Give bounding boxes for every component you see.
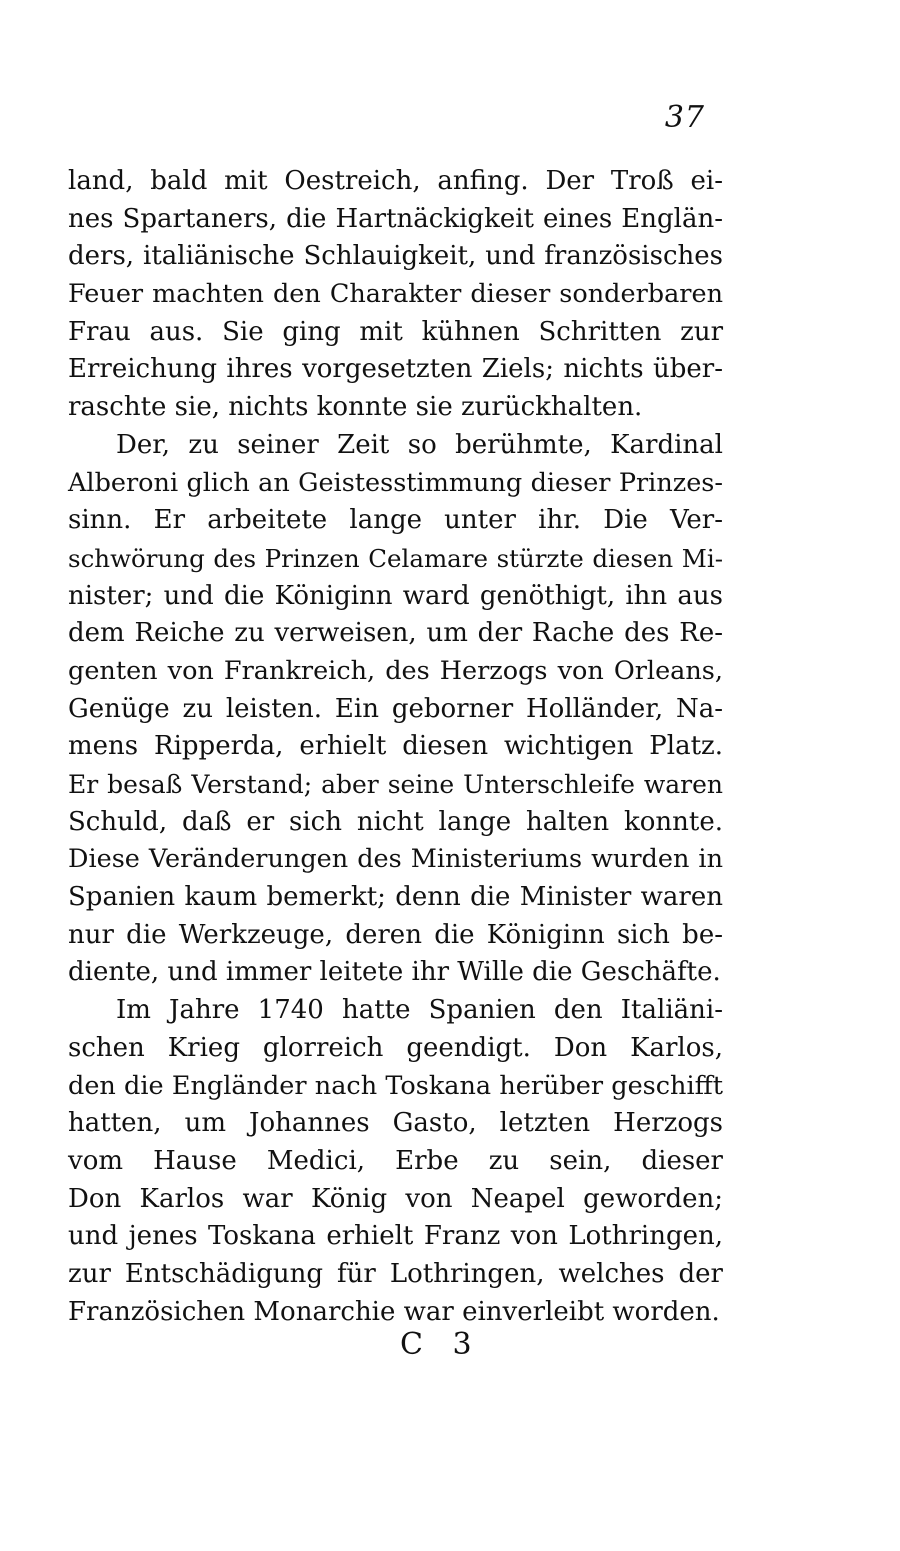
text-line: Alberoni glich an Geistesstimmung dieser Prinzes- [68, 467, 723, 498]
text-line: land, bald mit Oestreich, anfing. Der Troß ei- [68, 166, 723, 196]
text-line: diente, und immer leitete ihr Wille die Geschäfte. [68, 957, 721, 988]
text-line: Genüge zu leisten. Ein geborner Holländer, Na- [68, 693, 723, 724]
text-line: dem Reiche zu verweisen, um der Rache des Re- [68, 618, 723, 649]
paragraph [68, 992, 723, 1331]
text-line: Der, zu seiner Zeit so berühmte, Kardinal [116, 429, 723, 460]
signature-mark: C 3 [400, 1327, 482, 1362]
text-line: hatten, um Johannes Gasto, letzten Herzogs [68, 1108, 723, 1139]
text-line: Erreichung ihres vorgesetzten Ziels; nichts über- [68, 354, 723, 385]
text-line: sinn. Er arbeitete lange unter ihr. Die Ver- [68, 505, 723, 536]
text-line: mens Ripperda, erhielt diesen wichtigen Platz. [68, 731, 723, 762]
text-line: ders, italiänische Schlauigkeit, und französisches [68, 241, 723, 272]
text-line: Diese Veränderungen des Ministeriums wurden in [68, 844, 723, 875]
text-line: Französichen Monarchie war einverleibt worden. [68, 1296, 720, 1327]
paragraph [68, 427, 723, 992]
text-line: Feuer machten den Charakter dieser sonderbaren [68, 279, 723, 310]
text-line: und jenes Toskana erhielt Franz von Lothringen, [68, 1221, 723, 1252]
body-text [68, 163, 723, 1331]
paragraph [68, 163, 723, 427]
text-line: Don Karlos war König von Neapel geworden; [68, 1183, 723, 1214]
text-line: den die Engländer nach Toskana herüber geschifft [68, 1070, 723, 1101]
text-line: raschte sie, nichts konnte sie zurückhalten. [68, 392, 643, 423]
text-line: Frau aus. Sie ging mit kühnen Schritten zur [68, 316, 723, 347]
text-line: genten von Frankreich, des Herzogs von Orleans, [68, 655, 723, 686]
text-line: schwörung des Prinzen Celamare stürzte diesen Mi- [68, 543, 723, 573]
text-line: Er besaß Verstand; aber seine Unterschleife waren [68, 770, 723, 799]
text-line: Im Jahre 1740 hatte Spanien den Italiäni- [116, 995, 723, 1026]
text-line: zur Entschädigung für Lothringen, welches der [68, 1258, 723, 1289]
text-line: Schuld, daß er sich nicht lange halten konnte. [68, 806, 723, 837]
text-line: nister; und die Königinn ward genöthigt, ihn aus [68, 580, 723, 611]
page-number: 37 [664, 100, 705, 135]
text-line: nur die Werkzeuge, deren die Königinn sich be- [68, 919, 723, 950]
text-line: vom Hause Medici, Erbe zu sein, dieser [68, 1145, 723, 1176]
text-line: schen Krieg glorreich geendigt. Don Karlos, [68, 1032, 723, 1063]
text-line: Spanien kaum bemerkt; denn die Minister waren [68, 882, 723, 913]
text-line: nes Spartaners, die Hartnäckigkeit eines Englän- [68, 203, 723, 234]
